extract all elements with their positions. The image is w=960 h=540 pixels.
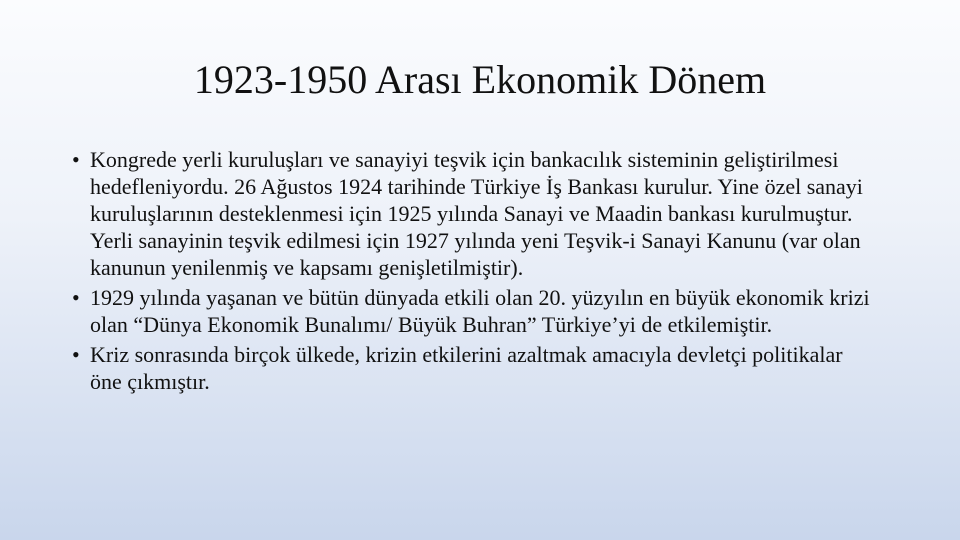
bullet-item (72, 284, 872, 338)
bullet-item (72, 146, 872, 281)
bullet-list (72, 146, 872, 398)
slide-title: 1923-1950 Arası Ekonomik Dönem (193, 57, 767, 102)
bullet-marker: • (72, 147, 80, 172)
bullet-marker: • (72, 342, 80, 367)
bullet-text: 1929 yılında yaşanan ve bütün dünyada etkili olan 20. yüzyılın en büyük ekonomik krizi olan “Dünya Ekonomik Bunalımı/ Büyük Buhran” Türkiye’yi de etkilemiştir. (90, 285, 870, 337)
bullet-marker: • (72, 285, 80, 310)
bullet-text: Kriz sonrasında birçok ülkede, krizin etkilerini azaltmak amacıyla devletçi politikalar öne çıkmıştır. (90, 342, 843, 394)
bullet-item (72, 341, 872, 395)
bullet-text: Kongrede yerli kuruluşları ve sanayiyi teşvik için bankacılık sisteminin geliştirilmesi hedefleniyordu. 26 Ağustos 1924 tarihinde Türkiye İş Bankası kurulur. Yine özel sanayi kuruluşlarının desteklenmesi için 1925 yılında Sanayi ve Maadin bankası kurulmuştur. Yerli sanayinin teşvik edilmesi için 1927 yılında yeni Teşvik-i Sanayi Kanunu (var olan kanunun yenilenmiş ve kapsamı genişletilmiştir). (90, 147, 863, 280)
